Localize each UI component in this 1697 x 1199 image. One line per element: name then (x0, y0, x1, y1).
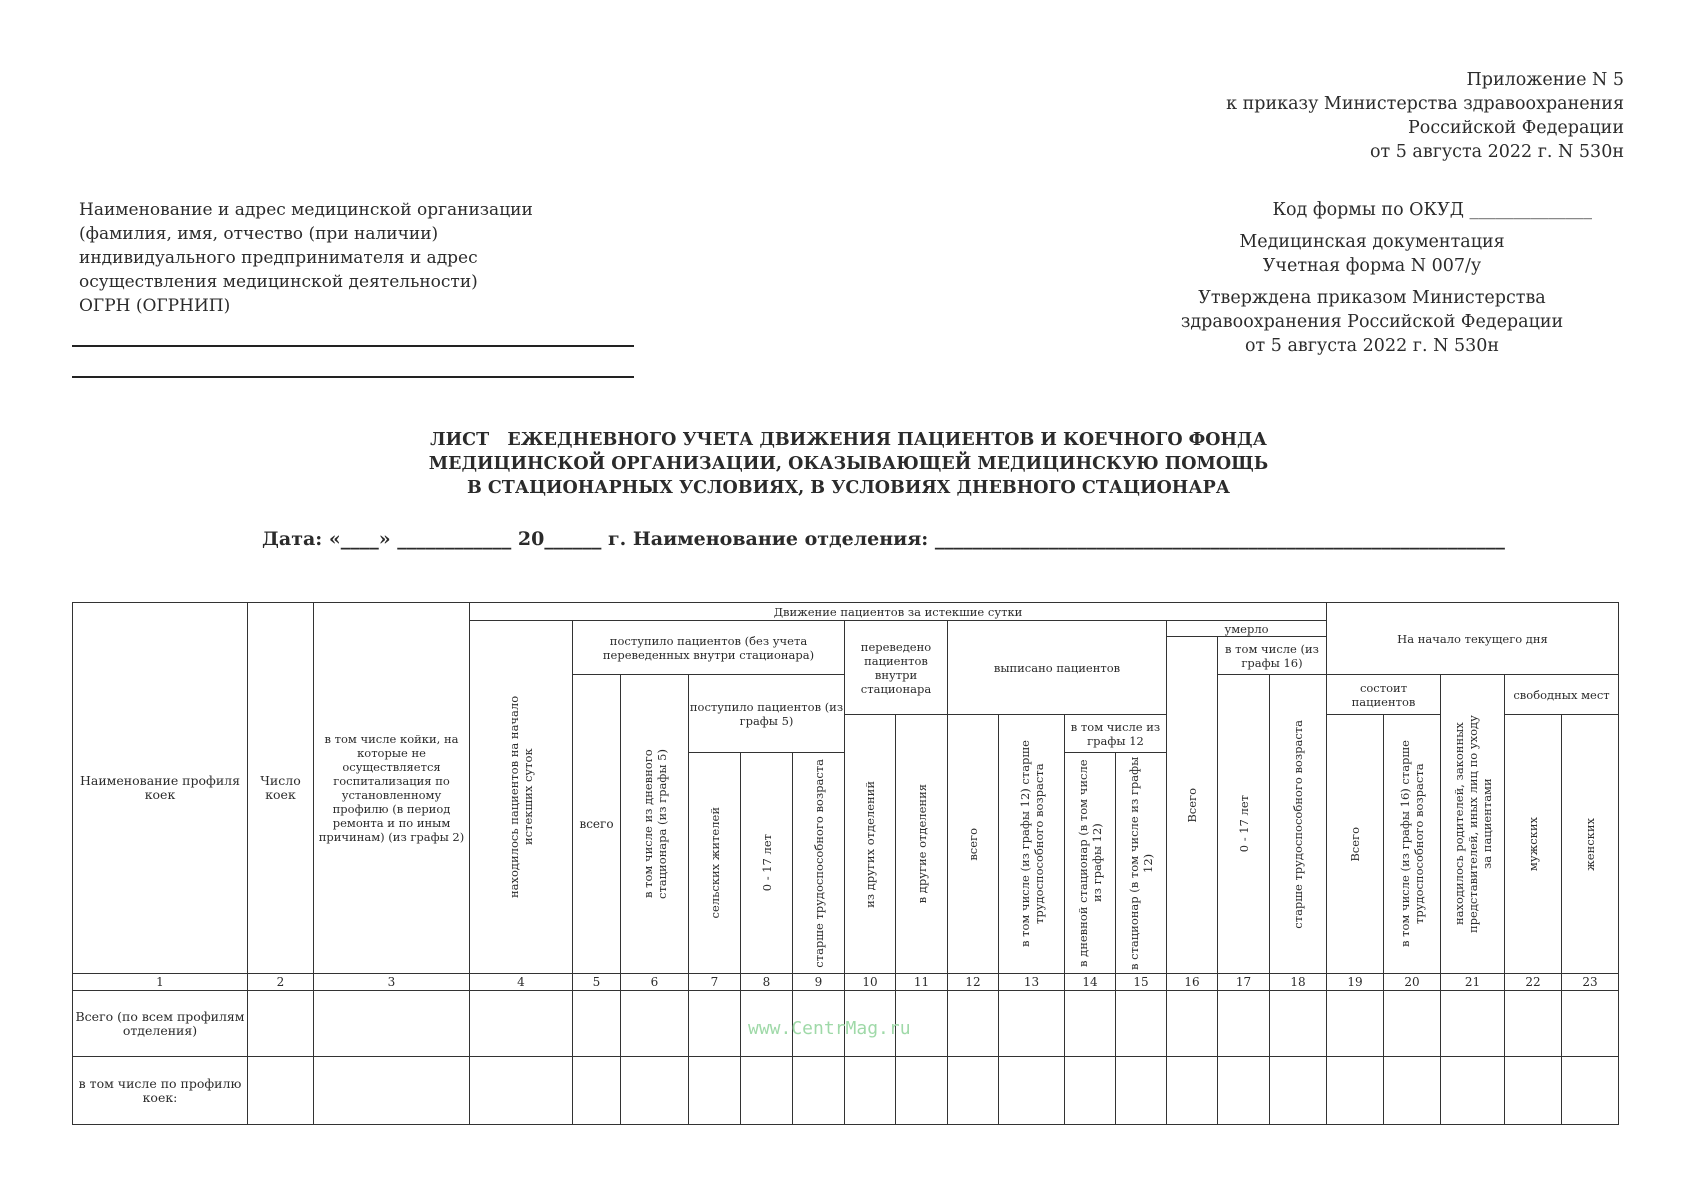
org-fill-line-1[interactable] (72, 345, 634, 347)
row-total-cell-23[interactable] (1562, 991, 1619, 1057)
header-disch-total: всего (948, 715, 999, 974)
form-number: Учетная форма N 007/у (1262, 256, 1482, 276)
column-number-7: 7 (689, 974, 741, 991)
doc-type: Медицинская документация (1239, 232, 1505, 252)
date-department-line[interactable]: Дата: «____» ____________ 20______ г. Наименование отделения: ____________________________________________________________ (262, 528, 1505, 550)
row-profile-cell-3[interactable] (314, 1057, 470, 1125)
header-beds: Число коек (248, 603, 314, 974)
header-died-older: старше трудоспособного возраста (1270, 675, 1327, 974)
row-total-cell-12[interactable] (948, 991, 999, 1057)
column-number-19: 19 (1327, 974, 1384, 991)
header-admitted-total: всего (573, 675, 621, 974)
header-admitted-sub: поступило пациентов (из графы 5) (689, 675, 845, 753)
table-row-by-profile (73, 1057, 1619, 1125)
header-from-other: из других отделений (845, 715, 896, 974)
org-line-2: (фамилия, имя, отчество (при наличии) (79, 224, 439, 244)
header-free: свободных мест (1505, 675, 1619, 715)
column-number-21: 21 (1441, 974, 1505, 991)
row-profile-cell-17[interactable] (1218, 1057, 1270, 1125)
header-current-day: На начало текущего дня (1327, 603, 1619, 675)
header-start-patients: находилось пациентов на начало истекших суток (470, 621, 573, 974)
header-from-day: в том числе из дневного стационара (из графы 5) (621, 675, 689, 974)
row-total-cell-7[interactable] (689, 991, 741, 1057)
appendix-line-2: к приказу Министерства здравоохранения (1226, 94, 1624, 114)
patient-movement-table (72, 602, 1619, 1125)
row-profile-cell-22[interactable] (1505, 1057, 1562, 1125)
column-number-2: 2 (248, 974, 314, 991)
row-profile-cell-19[interactable] (1327, 1057, 1384, 1125)
org-line-1: Наименование и адрес медицинской организации (79, 200, 533, 220)
row-profile-cell-9[interactable] (793, 1057, 845, 1125)
header-disch-day: в дневной стационар (в том числе из графы 12) (1065, 753, 1116, 974)
header-male: мужских (1505, 715, 1562, 974)
header-disch-older: в том числе (из графы 12) старше трудоспособного возраста (999, 715, 1065, 974)
header-cur-older: в том числе (из графы 16) старше трудоспособного возраста (1384, 715, 1441, 974)
row-total-cell-15[interactable] (1116, 991, 1167, 1057)
column-number-22: 22 (1505, 974, 1562, 991)
row-profile-cell-12[interactable] (948, 1057, 999, 1125)
org-line-3: индивидуального предпринимателя и адрес (79, 248, 478, 268)
header-admitted: поступило пациентов (без учета переведенных внутри стационара) (573, 621, 845, 675)
row-profile-cell-4[interactable] (470, 1057, 573, 1125)
approved-line-2: здравоохранения Российской Федерации (1180, 312, 1564, 332)
column-number-1: 1 (73, 974, 248, 991)
header-parents: находилось родителей, законных представителей, иных лиц по уходу за пациентами (1441, 675, 1505, 974)
header-profile: Наименование профиля коек (73, 603, 248, 974)
header-discharged: выписано пациентов (948, 621, 1167, 715)
header-0-17: 0 - 17 лет (741, 753, 793, 974)
row-total-cell-3[interactable] (314, 991, 470, 1057)
org-line-5: ОГРН (ОГРНИП) (79, 296, 231, 316)
column-number-14: 14 (1065, 974, 1116, 991)
row-profile-cell-16[interactable] (1167, 1057, 1218, 1125)
row-profile-cell-7[interactable] (689, 1057, 741, 1125)
row-profile-cell-21[interactable] (1441, 1057, 1505, 1125)
watermark: www.CentrMag.ru (748, 1018, 911, 1039)
row-total-cell-20[interactable] (1384, 991, 1441, 1057)
column-number-12: 12 (948, 974, 999, 991)
appendix-line-4: от 5 августа 2022 г. N 530н (1369, 142, 1624, 162)
title-line-2: МЕДИЦИНСКОЙ ОРГАНИЗАЦИИ, ОКАЗЫВАЮЩЕЙ МЕДИЦИНСКУЮ ПОМОЩЬ (428, 454, 1269, 474)
row-total-cell-14[interactable] (1065, 991, 1116, 1057)
column-number-6: 6 (621, 974, 689, 991)
header-older: старше трудоспособного возраста (793, 753, 845, 974)
row-profile-cell-13[interactable] (999, 1057, 1065, 1125)
row-profile-cell-11[interactable] (896, 1057, 948, 1125)
header-disch-sub: в том числе из графы 12 (1065, 715, 1167, 753)
row-total-cell-2[interactable] (248, 991, 314, 1057)
row-profile-cell-8[interactable] (741, 1057, 793, 1125)
org-line-4: осуществления медицинской деятельности) (79, 272, 478, 292)
column-number-5: 5 (573, 974, 621, 991)
row-total-cell-21[interactable] (1441, 991, 1505, 1057)
header-cur-total: Всего (1327, 715, 1384, 974)
row-total-cell-16[interactable] (1167, 991, 1218, 1057)
header-died-0-17: 0 - 17 лет (1218, 675, 1270, 974)
header-died-total: Всего (1167, 637, 1218, 974)
header-transferred: переведено пациентов внутри стационара (845, 621, 948, 715)
column-number-15: 15 (1116, 974, 1167, 991)
header-to-other: в другие отделения (896, 715, 948, 974)
row-total-label: Всего (по всем профилям отделения) (73, 991, 248, 1057)
title-line-1: ЛИСТ ЕЖЕДНЕВНОГО УЧЕТА ДВИЖЕНИЯ ПАЦИЕНТОВ И КОЕЧНОГО ФОНДА (430, 430, 1267, 450)
column-number-13: 13 (999, 974, 1065, 991)
column-numbers-row (73, 974, 1619, 991)
approved-line-3: от 5 августа 2022 г. N 530н (1244, 336, 1500, 356)
header-died: умерло (1167, 621, 1327, 637)
row-total-cell-22[interactable] (1505, 991, 1562, 1057)
row-total-cell-6[interactable] (621, 991, 689, 1057)
column-number-18: 18 (1270, 974, 1327, 991)
row-profile-label: в том числе по профилю коек: (73, 1057, 248, 1125)
appendix-line-1: Приложение N 5 (1466, 70, 1624, 90)
row-total-cell-5[interactable] (573, 991, 621, 1057)
column-number-23: 23 (1562, 974, 1619, 991)
okud-code: Код формы по ОКУД ______________ (1272, 200, 1592, 220)
row-total-cell-18[interactable] (1270, 991, 1327, 1057)
header-movement: Движение пациентов за истекшие сутки (470, 603, 1327, 621)
header-disch-hosp: в стационар (в том числе из графы 12) (1116, 753, 1167, 974)
row-profile-cell-10[interactable] (845, 1057, 896, 1125)
row-profile-cell-20[interactable] (1384, 1057, 1441, 1125)
column-number-3: 3 (314, 974, 470, 991)
column-number-11: 11 (896, 974, 948, 991)
appendix-line-3: Российской Федерации (1408, 118, 1624, 138)
row-profile-cell-14[interactable] (1065, 1057, 1116, 1125)
row-profile-cell-2[interactable] (248, 1057, 314, 1125)
header-rural: сельских жителей (689, 753, 741, 974)
row-profile-cell-15[interactable] (1116, 1057, 1167, 1125)
header-died-sub: в том числе (из графы 16) (1218, 637, 1327, 675)
header-female: женских (1562, 715, 1619, 974)
column-number-16: 16 (1167, 974, 1218, 991)
column-number-8: 8 (741, 974, 793, 991)
org-fill-line-2[interactable] (72, 376, 634, 378)
document-title (0, 428, 1697, 500)
form-info-block (1142, 198, 1602, 358)
row-profile-cell-5[interactable] (573, 1057, 621, 1125)
column-number-4: 4 (470, 974, 573, 991)
header-repair-beds: в том числе койки, на которые не осуществляется госпитализация по установленному профилю (в период ремонта и по иным причинам) (из графы 2) (314, 603, 470, 974)
row-total-cell-13[interactable] (999, 991, 1065, 1057)
column-number-9: 9 (793, 974, 845, 991)
column-number-20: 20 (1384, 974, 1441, 991)
row-profile-cell-23[interactable] (1562, 1057, 1619, 1125)
approved-line-1: Утверждена приказом Министерства (1198, 288, 1546, 308)
row-total-cell-17[interactable] (1218, 991, 1270, 1057)
row-total-cell-4[interactable] (470, 991, 573, 1057)
column-number-10: 10 (845, 974, 896, 991)
row-profile-cell-6[interactable] (621, 1057, 689, 1125)
organization-block (79, 198, 533, 318)
column-number-17: 17 (1218, 974, 1270, 991)
appendix-header (1226, 68, 1624, 164)
header-consist: состоит пациентов (1327, 675, 1441, 715)
row-profile-cell-18[interactable] (1270, 1057, 1327, 1125)
row-total-cell-19[interactable] (1327, 991, 1384, 1057)
title-line-3: В СТАЦИОНАРНЫХ УСЛОВИЯХ, В УСЛОВИЯХ ДНЕВНОГО СТАЦИОНАРА (466, 478, 1230, 498)
